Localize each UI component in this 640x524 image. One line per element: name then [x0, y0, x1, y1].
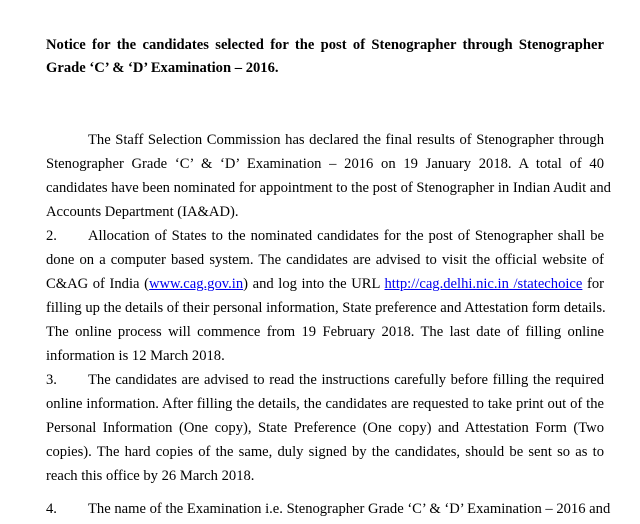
para2-line3-before: C&AG of India (	[46, 276, 149, 292]
para3-line5: reach this office by 26 March 2018.	[46, 468, 255, 484]
para2-line3	[46, 272, 604, 296]
para2-line6: information is 12 March 2018.	[46, 348, 225, 364]
para1-line4: Accounts Department (IA&AD).	[46, 204, 239, 220]
para2-line3-after: for	[582, 276, 605, 292]
para3-line2: online information. After filling the details, the candidates are requested to take print out of the	[46, 396, 604, 412]
para1-line2: Stenographer Grade ‘C’ & ‘D’ Examination – 2016 on 19 January 2018. A total of 40	[46, 156, 604, 172]
para2-line4: filling up the details of their personal information, State preference and Attestation form details.	[46, 300, 606, 316]
statechoice-url-link[interactable]: http://cag.delhi.nic.in /statechoice	[384, 276, 583, 292]
website-link[interactable]: www.cag.gov.in	[148, 276, 244, 292]
para3-line3: Personal Information (One copy), State Preference (One copy) and Attestation Form (Two	[46, 420, 604, 436]
para2-number: 2.	[46, 228, 57, 244]
para4-number: 4.	[46, 501, 57, 517]
notice-title: Notice for the candidates selected for the post of Stenographer through Stenographer Grade ‘C’ & ‘D’ Examination – 2016.	[46, 37, 604, 76]
para3-line1: The candidates are advised to read the instructions carefully before filling the required	[88, 372, 604, 388]
para2-line3-middle: ) and log into the URL	[243, 276, 385, 292]
para3-number: 3.	[46, 372, 57, 388]
para2-line2: done on a computer based system. The candidates are advised to visit the official website of	[46, 252, 604, 268]
para4-line1: The name of the Examination i.e. Stenographer Grade ‘C’ & ‘D’ Examination – 2016 and	[88, 501, 611, 517]
para2-line1: Allocation of States to the nominated candidates for the post of Stenographer shall be	[88, 228, 604, 244]
para3-line4: copies). The hard copies of the same, duly signed by the candidates, should be sent so as to	[46, 444, 604, 460]
para2-line5: The online process will commence from 19 February 2018. The last date of filling online	[46, 324, 604, 340]
para1-line1: The Staff Selection Commission has declared the final results of Stenographer through	[88, 132, 604, 148]
para1-line3: candidates have been nominated for appointment to the post of Stenographer in Indian Audit and	[46, 180, 611, 196]
